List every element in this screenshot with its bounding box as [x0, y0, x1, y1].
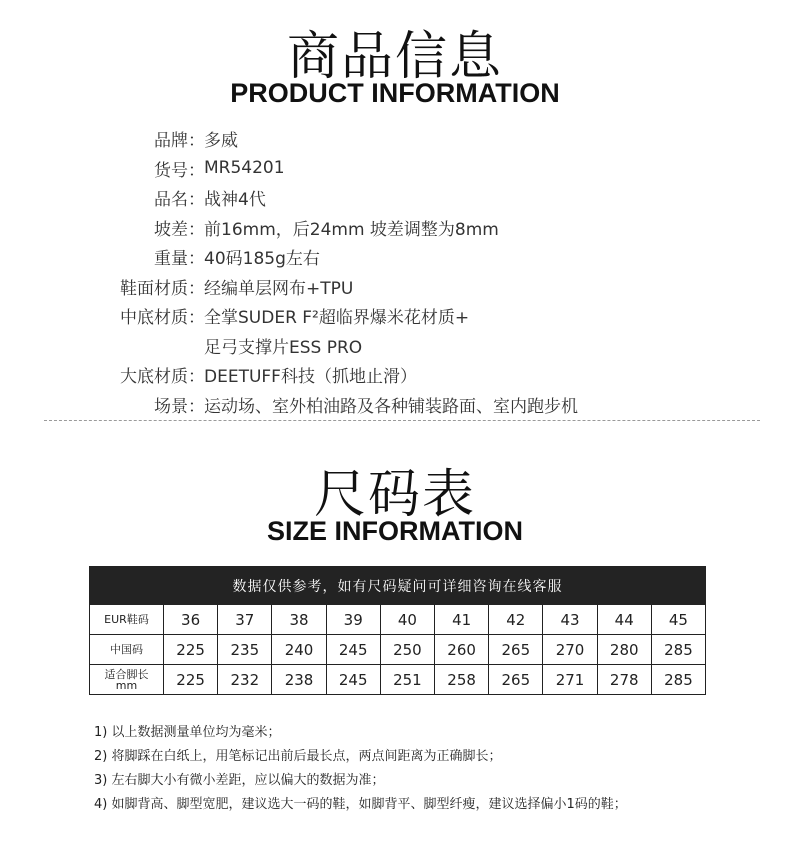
size-cell: 270 [542, 635, 596, 664]
info-value: 全掌SUDER F²超临界爆米花材质+ [204, 308, 470, 329]
info-separator: ： [188, 278, 205, 299]
product-title-en: PRODUCT INFORMATION [230, 78, 560, 108]
size-cell: 258 [434, 665, 488, 694]
info-separator: ： [188, 249, 205, 270]
size-notes [94, 721, 774, 817]
size-cell: 245 [326, 635, 380, 664]
info-value: 40码185g左右 [204, 249, 320, 270]
product-title-cn: 商品信息 [286, 27, 503, 87]
size-chart-table [89, 566, 706, 695]
info-row-upper-material [0, 272, 790, 302]
size-cell: 265 [488, 635, 542, 664]
size-cell: 238 [271, 665, 325, 694]
info-row-weight [0, 242, 790, 272]
info-row-brand [0, 124, 790, 154]
info-label: 品名 [154, 190, 188, 211]
size-cell: 36 [163, 605, 217, 634]
info-label: 中底材质 [120, 308, 188, 329]
info-row-scene [0, 390, 790, 420]
info-row-outsole-material [0, 360, 790, 390]
size-cell: 225 [163, 665, 217, 694]
size-row-label: 中国码 [110, 643, 143, 656]
info-separator: ： [188, 190, 205, 211]
info-value: 前16mm，后24mm 坡差调整为8mm [204, 219, 499, 240]
info-value: 经编单层网布+TPU [204, 278, 354, 299]
note-item: 3) 左右脚大小有微小差距，应以偏大的数据为准； [94, 773, 385, 788]
size-cell: 37 [217, 605, 271, 634]
size-table-row [90, 634, 705, 664]
size-cell: 278 [597, 665, 651, 694]
info-value: 足弓支撑片ESS PRO [204, 337, 363, 358]
info-row-midsole-continued [0, 331, 790, 361]
size-cell: 39 [326, 605, 380, 634]
info-separator: ： [188, 396, 205, 417]
info-separator: ： [188, 308, 205, 329]
size-row-label: EUR鞋码 [104, 613, 149, 626]
info-label: 鞋面材质 [120, 278, 188, 299]
size-cell: 280 [597, 635, 651, 664]
note-item: 2) 将脚踩在白纸上，用笔标记出前后最长点，两点间距离为正确脚长； [94, 749, 502, 764]
size-cell: 43 [542, 605, 596, 634]
size-cell: 45 [651, 605, 705, 634]
size-cell: 42 [488, 605, 542, 634]
size-cell: 235 [217, 635, 271, 664]
size-title-en: SIZE INFORMATION [267, 516, 523, 546]
info-label: 坡差 [154, 219, 188, 240]
info-label: 场景 [154, 396, 188, 417]
info-value: 运动场、室外柏油路及各种铺装路面、室内跑步机 [204, 396, 578, 417]
size-table-row [90, 605, 705, 634]
info-value: MR54201 [204, 158, 285, 179]
info-row-item-number [0, 154, 790, 184]
info-value: DEETUFF科技（抓地止滑） [204, 367, 417, 388]
size-cell: 245 [326, 665, 380, 694]
info-separator: ： [188, 367, 205, 388]
size-row-label [90, 665, 163, 694]
info-row-drop [0, 213, 790, 243]
size-cell: 240 [271, 635, 325, 664]
info-label: 货号 [154, 160, 188, 181]
size-cell: 232 [217, 665, 271, 694]
size-cell: 251 [380, 665, 434, 694]
size-row-label-line: mm [115, 678, 138, 692]
size-cell: 260 [434, 635, 488, 664]
size-cell: 250 [380, 635, 434, 664]
size-cell: 225 [163, 635, 217, 664]
info-separator: ： [188, 219, 205, 240]
note-item: 4) 如脚背高、脚型宽肥，建议选大一码的鞋，如脚背平、脚型纤瘦，建议选择偏小1码的鞋； [94, 797, 627, 812]
info-separator: ： [188, 160, 205, 181]
info-label: 品牌 [154, 131, 188, 152]
product-info-list [0, 124, 790, 419]
size-row-label-line: 适合脚长 [104, 667, 149, 681]
info-label: 重量 [154, 249, 188, 270]
size-cell: 265 [488, 665, 542, 694]
info-value: 战神4代 [204, 190, 266, 211]
info-value: 多威 [204, 131, 238, 152]
info-row-product-name [0, 183, 790, 213]
size-cell: 40 [380, 605, 434, 634]
size-cell: 271 [542, 665, 596, 694]
size-cell: 285 [651, 665, 705, 694]
size-cell: 41 [434, 605, 488, 634]
size-title-cn: 尺码表 [313, 465, 476, 525]
size-cell: 44 [597, 605, 651, 634]
size-cell: 38 [271, 605, 325, 634]
section-divider [44, 420, 760, 421]
info-label: 大底材质 [120, 367, 188, 388]
size-cell: 285 [651, 635, 705, 664]
size-table-row [90, 664, 705, 694]
size-table-header: 数据仅供参考，如有尺码疑问可详细咨询在线客服 [90, 567, 705, 605]
info-row-midsole-material [0, 301, 790, 331]
info-separator: ： [188, 131, 205, 152]
note-item: 1) 以上数据测量单位均为毫米； [94, 725, 281, 740]
